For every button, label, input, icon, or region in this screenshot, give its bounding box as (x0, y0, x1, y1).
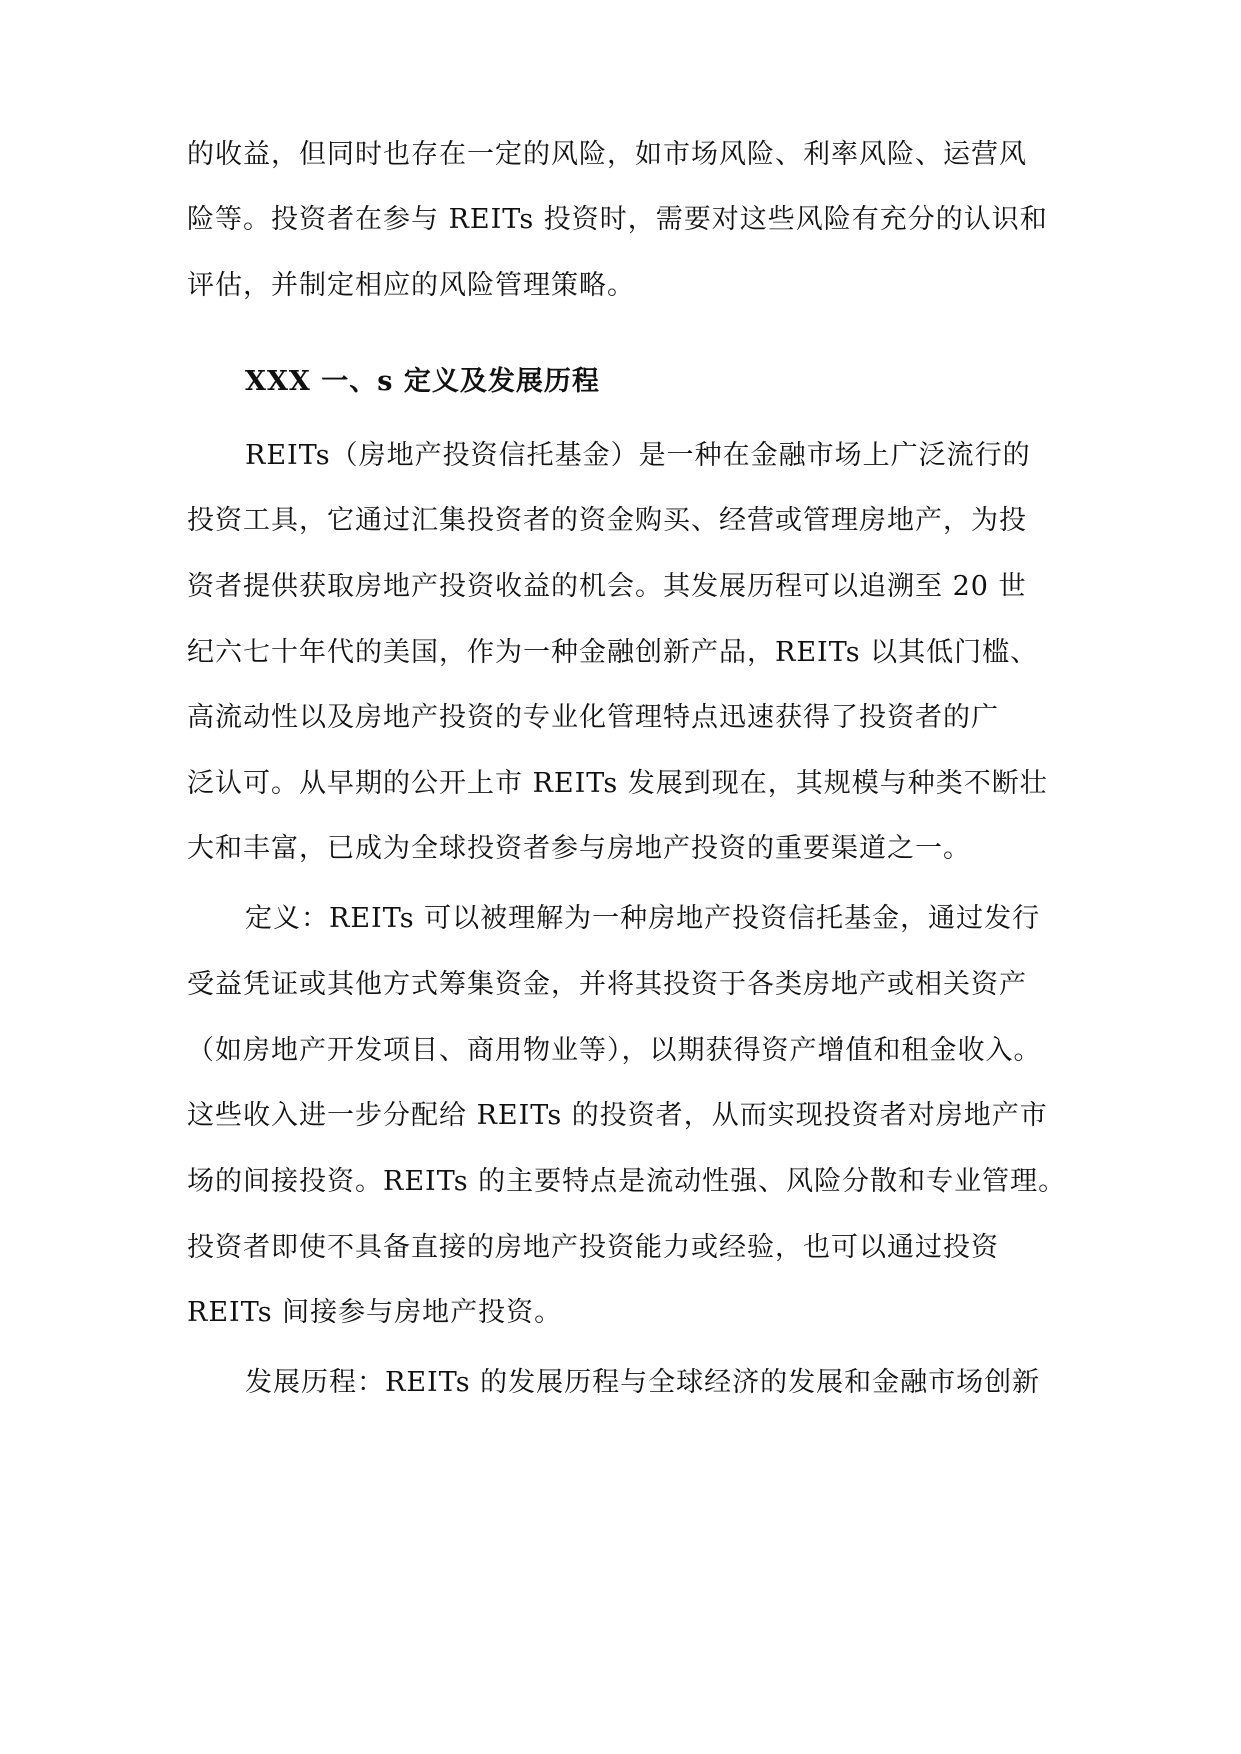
text-line: 投资者即使不具备直接的房地产投资能力或经验，也可以通过投资 (187, 1232, 999, 1263)
text-line: 高流动性以及房地产投资的专业化管理特点迅速获得了投资者的广 (187, 702, 999, 733)
text-line: REITs 间接参与房地产投资。 (187, 1297, 563, 1328)
text-line: 资者提供获取房地产投资收益的机会。其发展历程可以追溯至 20 世 (187, 571, 1027, 602)
text-line: 发展历程：REITs 的发展历程与全球经济的发展和金融市场创新 (245, 1367, 1041, 1398)
text-line: 定义：REITs 可以被理解为一种房地产投资信托基金，通过发行 (245, 903, 1041, 934)
section-heading: XXX 一、s 定义及发展历程 (245, 366, 600, 397)
text-line: 险等。投资者在参与 REITs 投资时，需要对这些风险有充分的认识和 (187, 204, 1048, 235)
text-line: 受益凭证或其他方式筹集资金，并将其投资于各类房地产或相关资产 (187, 969, 1027, 1000)
text-line: 投资工具，它通过汇集投资者的资金购买、经营或管理房地产，为投 (187, 505, 1027, 536)
text-line: （如房地产开发项目、商用物业等），以期获得资产增值和租金收入。 (187, 1035, 1042, 1066)
text-line: 这些收入进一步分配给 REITs 的投资者，从而实现投资者对房地产市 (187, 1100, 1048, 1131)
text-line: REITs（房地产投资信托基金）是一种在金融市场上广泛流行的 (245, 440, 1031, 471)
text-line: 泛认可。从早期的公开上市 REITs 发展到现在，其规模与种类不断壮 (187, 768, 1048, 799)
text-line: 评估，并制定相应的风险管理策略。 (187, 270, 635, 301)
text-line: 纪六七十年代的美国，作为一种金融创新产品，REITs 以其低门槛、 (187, 637, 1039, 668)
text-line: 的收益，但同时也存在一定的风险，如市场风险、利率风险、运营风 (187, 139, 1027, 170)
text-line: 场的间接投资。REITs 的主要特点是流动性强、风险分散和专业管理。 (187, 1166, 1067, 1197)
text-line: 大和丰富，已成为全球投资者参与房地产投资的重要渠道之一。 (187, 833, 971, 864)
